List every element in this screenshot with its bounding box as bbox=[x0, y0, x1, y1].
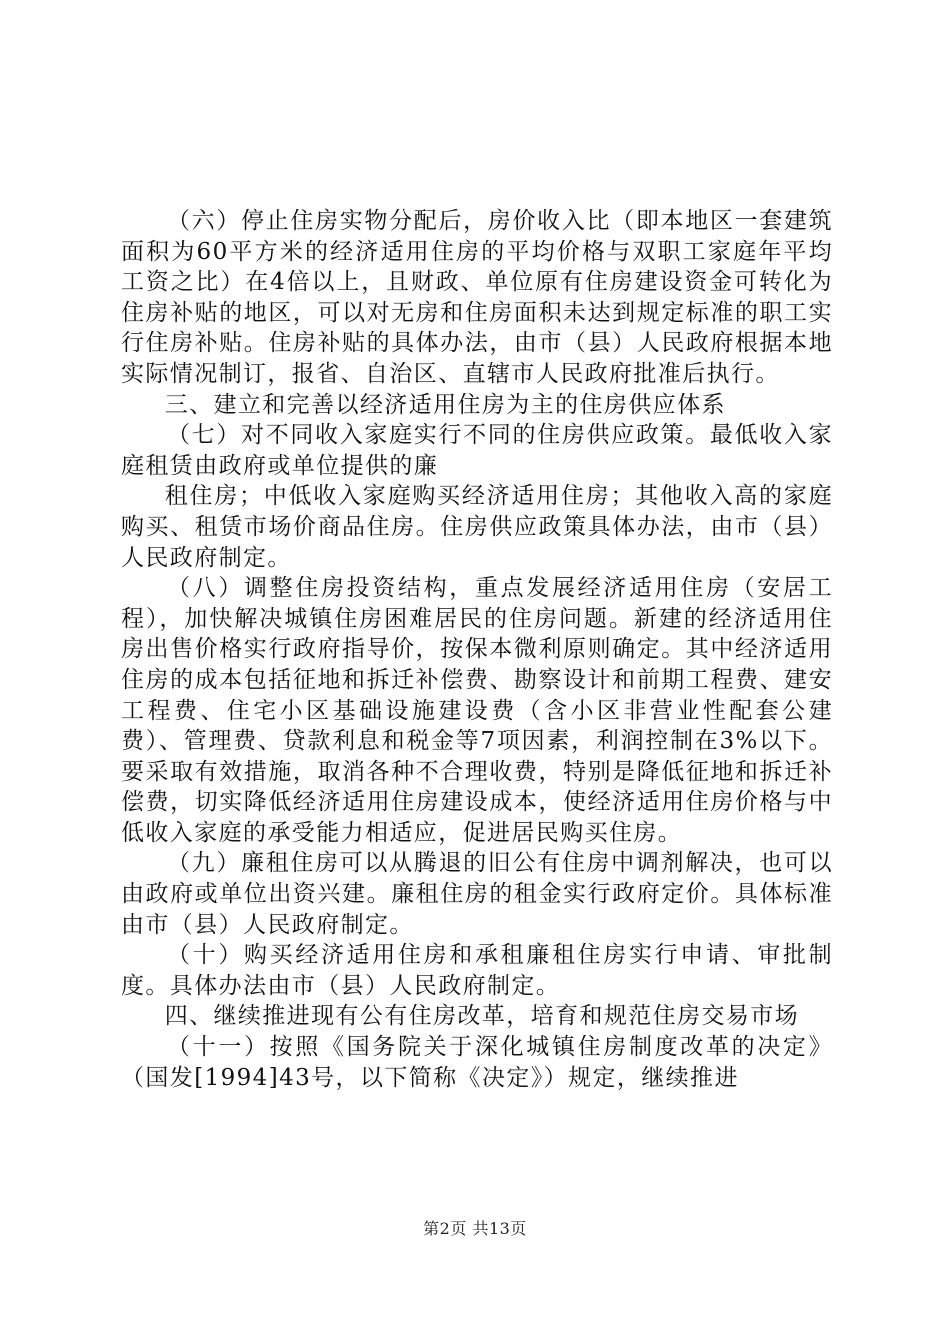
paragraph-item-10: （十）购买经济适用住房和承租廉租住房实行申请、审批制度。具体办法由市（县）人民政府制定。 bbox=[121, 942, 833, 999]
paragraph-item-8: （八）调整住房投资结构，重点发展经济适用住房（安居工程），加快解决城镇住房困难居民的住房问题。新建的经济适用住房出售价格实行政府指导价，按保本微利原则确定。其中经济适用住房的成本包括征地和拆迁补偿费、勘察设计和前期工程费、建安工程费、住宅小区基础设施建设费（含小区非营业性配套公建费）、管理费、贷款利息和税金等7项因素，利润控制在3%以下。要采取有效措施，取消各种不合理收费，特别是降低征地和拆迁补偿费，切实降低经济适用住房建设成本，使经济适用住房价格与中低收入家庭的承受能力相适应，促进居民购买住房。 bbox=[121, 575, 833, 846]
page-number-footer: 第2页 共13页 bbox=[423, 1219, 527, 1238]
paragraph-item-9: （九）廉租住房可以从腾退的旧公有住房中调剂解决，也可以由政府或单位出资兴建。廉租住房的租金实行政府定价。具体标准由市（县）人民政府制定。 bbox=[121, 850, 833, 938]
paragraph-item-11: （十一）按照《国务院关于深化城镇住房制度改革的决定》（国发[1994]43号，以下简称《决定》）规定，继续推进 bbox=[121, 1034, 833, 1091]
document-body bbox=[121, 206, 833, 1093]
paragraph-item-7-continued: 租住房；中低收入家庭购买经济适用住房；其他收入高的家庭购买、租赁市场价商品住房。住房供应政策具体办法，由市（县）人民政府制定。 bbox=[121, 483, 833, 571]
section-heading-4: 四、继续推进现有公有住房改革，培育和规范住房交易市场 bbox=[164, 1003, 800, 1030]
paragraph-item-7: （七）对不同收入家庭实行不同的住房供应政策。最低收入家庭租赁由政府或单位提供的廉 bbox=[121, 422, 833, 479]
paragraph-item-6: （六）停止住房实物分配后，房价收入比（即本地区一套建筑面积为60平方米的经济适用住房的平均价格与双职工家庭年平均工资之比）在4倍以上，且财政、单位原有住房建设资金可转化为住房补贴的地区，可以对无房和住房面积未达到规定标准的职工实行住房补贴。住房补贴的具体办法，由市（县）人民政府根据本地实际情况制订，报省、自治区、直辖市人民政府批准后执行。 bbox=[121, 208, 833, 387]
section-heading-3: 三、建立和完善以经济适用住房为主的住房供应体系 bbox=[164, 391, 726, 418]
